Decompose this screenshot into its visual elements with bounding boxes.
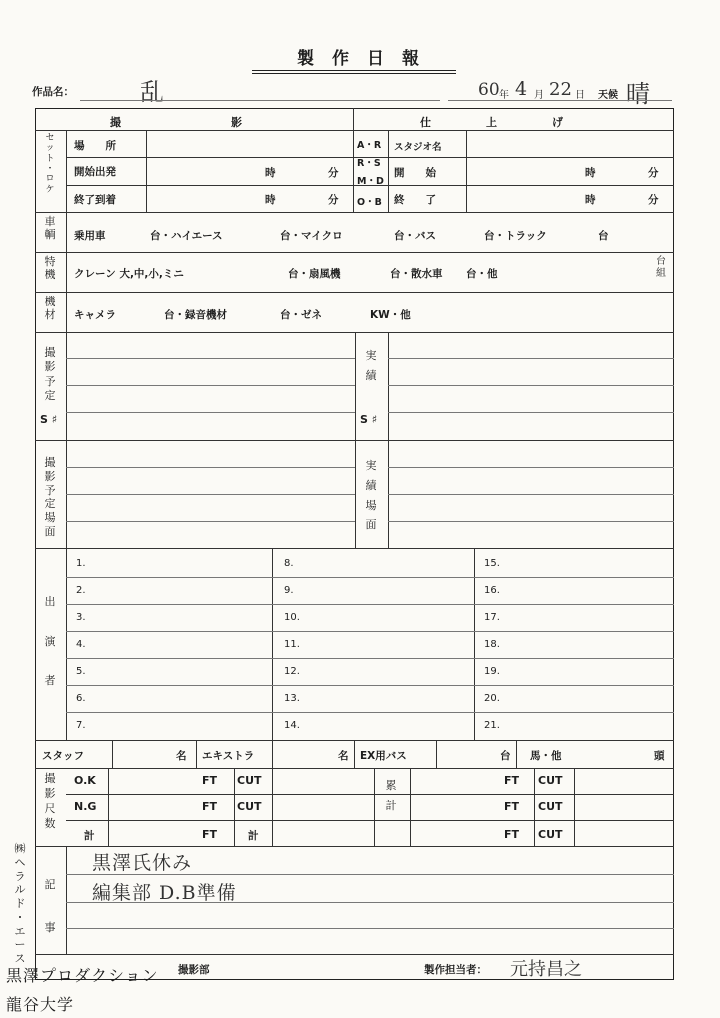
staff-divider [354,740,355,768]
scene-line [66,521,355,522]
special-crane: クレーン 大,中,小,ミニ [74,268,184,280]
end-hour: 時 [265,194,276,206]
cum-ok-ft: FT [504,774,520,787]
horse-unit: 頭 [654,750,665,762]
cum-ok-cut: CUT [538,774,563,787]
ok-cut: CUT [237,774,262,787]
studio-end-label: 終 了 [394,194,436,206]
ok-label: O.K [74,774,96,787]
cast-number: 12. [284,666,300,677]
cumulative-label: 累 計 [385,779,397,812]
title-underline-2 [252,73,456,74]
section-divider [35,846,674,847]
footage-row-divider [66,820,674,821]
cum-ng-ft: FT [504,800,520,813]
cast-number: 21. [484,720,500,731]
scene-line [66,467,355,468]
footage-row-divider [66,794,674,795]
date-line [448,100,672,101]
staff-divider [112,740,113,768]
vehicle-car: 乗用車 [74,230,106,242]
weather-label: 天候 [598,90,618,101]
left-label-column [66,130,67,740]
sub-cut-label: 計 [248,830,259,842]
in-charge-label: 製作担当者： [424,964,487,976]
staff-label: スタッフ [42,750,84,762]
title-underline [252,70,456,71]
date-day: 22 [549,79,572,100]
cast-number: 20. [484,693,500,704]
cast-row-line [66,712,674,713]
staff-divider [196,740,197,768]
row-divider [35,130,674,131]
plan-line [388,412,674,413]
equipment-camera: キャメラ [74,309,116,321]
scene-line [388,521,674,522]
plan-line [66,412,355,413]
staff-divider [516,740,517,768]
cast-row-line [66,577,674,578]
cum-sub-cut: CUT [538,828,563,841]
studio-label: スタジオ名 [394,142,442,153]
vehicle-bus: 台・バス [394,230,436,242]
equipment-other: KW・他 [370,309,411,321]
special-end: 台 組 [656,256,666,279]
cast-number: 10. [284,612,300,623]
in-charge-value: 元持昌之 [510,959,582,980]
section-divider [35,768,674,769]
cast-number: 1. [76,558,86,569]
cast-number: 6. [76,693,86,704]
start-hour: 時 [265,167,276,179]
vehicle-micro: 台・マイクロ [280,230,343,242]
footage-divider [374,768,375,846]
ex-bus-label: EX用バス [360,750,407,762]
staff-divider [272,740,273,768]
studio-start-minute: 分 [648,167,659,179]
notes-entry-2: 編集部 D.B準備 [92,882,237,904]
staff-persons: 名 [176,750,187,762]
cast-number: 19. [484,666,500,677]
plan-line [66,358,355,359]
place-label: 場 所 [74,140,116,152]
studio-start-hour: 時 [585,167,596,179]
equipment-sound: 台・録音機材 [164,309,227,321]
special-fan: 台・扇風機 [288,268,341,280]
page-title: 製作日報 [297,49,437,69]
work-name-value: 乱 [140,78,164,106]
end-minute: 分 [328,194,339,206]
scene-label: 撮 影 予 定 場 面 [44,456,56,538]
finishing-header: 仕 上 げ [420,116,563,129]
plan-line [66,385,355,386]
date-month: 4 [515,78,528,100]
ar-label: A・R [357,140,382,151]
cast-number: 7. [76,720,86,731]
md-label: M・D [357,176,384,187]
ob-label: O・B [357,197,382,208]
studio-end-minute: 分 [648,194,659,206]
cast-row-line [66,631,674,632]
cast-number: 9. [284,585,294,596]
cast-number: 16. [484,585,500,596]
ng-cut: CUT [237,800,262,813]
equipment-generator: 台・ゼネ [280,309,322,321]
cast-number: 18. [484,639,500,650]
vehicle-end: 台 [598,230,609,242]
footage-divider [534,768,535,846]
section-divider [35,548,674,549]
footage-divider [234,768,235,846]
work-name-label: 作品名： [32,86,74,98]
studio-start-label: 開 始 [394,167,436,179]
watermark-kurosawa: 黒澤プロダクション [6,966,159,985]
horse-label: 馬・他 [530,750,562,762]
cast-row-line [66,604,674,605]
scene-line [66,494,355,495]
notes-label: 記 事 [44,878,56,934]
section-divider [35,440,674,441]
cast-number: 5. [76,666,86,677]
plan-line [388,385,674,386]
date-day-unit: 日 [575,90,585,101]
special-other: 台・他 [466,268,498,280]
cast-number: 3. [76,612,86,623]
plan-line [388,358,674,359]
bus-count-unit: 台 [500,750,511,762]
dept-label: 撮影部 [178,964,210,976]
section-divider [35,212,674,213]
staff-divider [436,740,437,768]
notes-entry-1: 黒澤氏休み [92,852,193,874]
vehicle-truck: 台・トラック [484,230,547,242]
cast-number: 2. [76,585,86,596]
special-sprinkler: 台・散水車 [390,268,443,280]
work-name-line [80,100,440,101]
scheduled-scene-number: S ♯ [40,413,58,426]
section-divider [35,252,674,253]
footage-divider [574,768,575,846]
special-label: 特 機 [44,255,56,282]
ng-ft: FT [202,800,218,813]
shooting-header: 撮 影 [110,116,242,129]
actual-scene-label: 実 績 場 面 [365,459,377,532]
notes-label-column [66,846,67,954]
ok-ft: FT [202,774,218,787]
cast-number: 15. [484,558,500,569]
cast-number: 17. [484,612,500,623]
cum-sub-ft: FT [504,828,520,841]
set-location-label: セ ッ ト ・ ロ ケ [45,133,55,195]
company-side-label: ㈱ ヘ ラ ル ド ・ エ ー ス [14,842,26,965]
studio-end-hour: 時 [585,194,596,206]
col-divider [146,130,147,212]
cast-number: 11. [284,639,300,650]
vehicles-label: 車 輌 [44,215,56,242]
date-year: 60 [478,80,500,100]
weather-value: 晴 [626,80,650,108]
col-divider [388,130,389,212]
actual-scene-number: S ♯ [360,413,378,426]
notes-line [66,928,674,929]
section-divider [35,292,674,293]
footage-divider [272,768,273,846]
start-minute: 分 [328,167,339,179]
col-divider [466,130,467,212]
cast-number: 14. [284,720,300,731]
sub-ft: FT [202,828,218,841]
subtotal-label: 計 [84,830,95,842]
extra-label: エキストラ [202,750,255,762]
end-arrival-label: 終了到着 [74,194,116,206]
scheduled-label: 撮 影 予 定 [44,346,56,402]
cast-number: 4. [76,639,86,650]
extra-persons: 名 [338,750,349,762]
actual-label: 実 績 [365,349,377,382]
equipment-label: 機 材 [44,295,56,322]
footage-divider [410,768,411,846]
cum-ng-cut: CUT [538,800,563,813]
cast-row-line [66,658,674,659]
watermark-ryukoku: 龍谷大学 [6,995,75,1014]
cast-label: 出 演 者 [44,595,56,688]
cast-row-line [66,685,674,686]
cast-number: 13. [284,693,300,704]
start-departure-label: 開始出発 [74,166,116,178]
date-month-unit: 月 [534,90,544,101]
ng-label: N.G [74,800,97,813]
header-divider [353,108,354,212]
scene-line [388,467,674,468]
date-year-unit: 年 [499,90,509,101]
scene-line [388,494,674,495]
footage-divider [108,768,109,846]
vehicle-hiace: 台・ハイエース [150,230,223,242]
cast-number: 8. [284,558,294,569]
footage-label: 撮 影 尺 数 [44,772,56,830]
rs-label: R・S [357,158,381,169]
